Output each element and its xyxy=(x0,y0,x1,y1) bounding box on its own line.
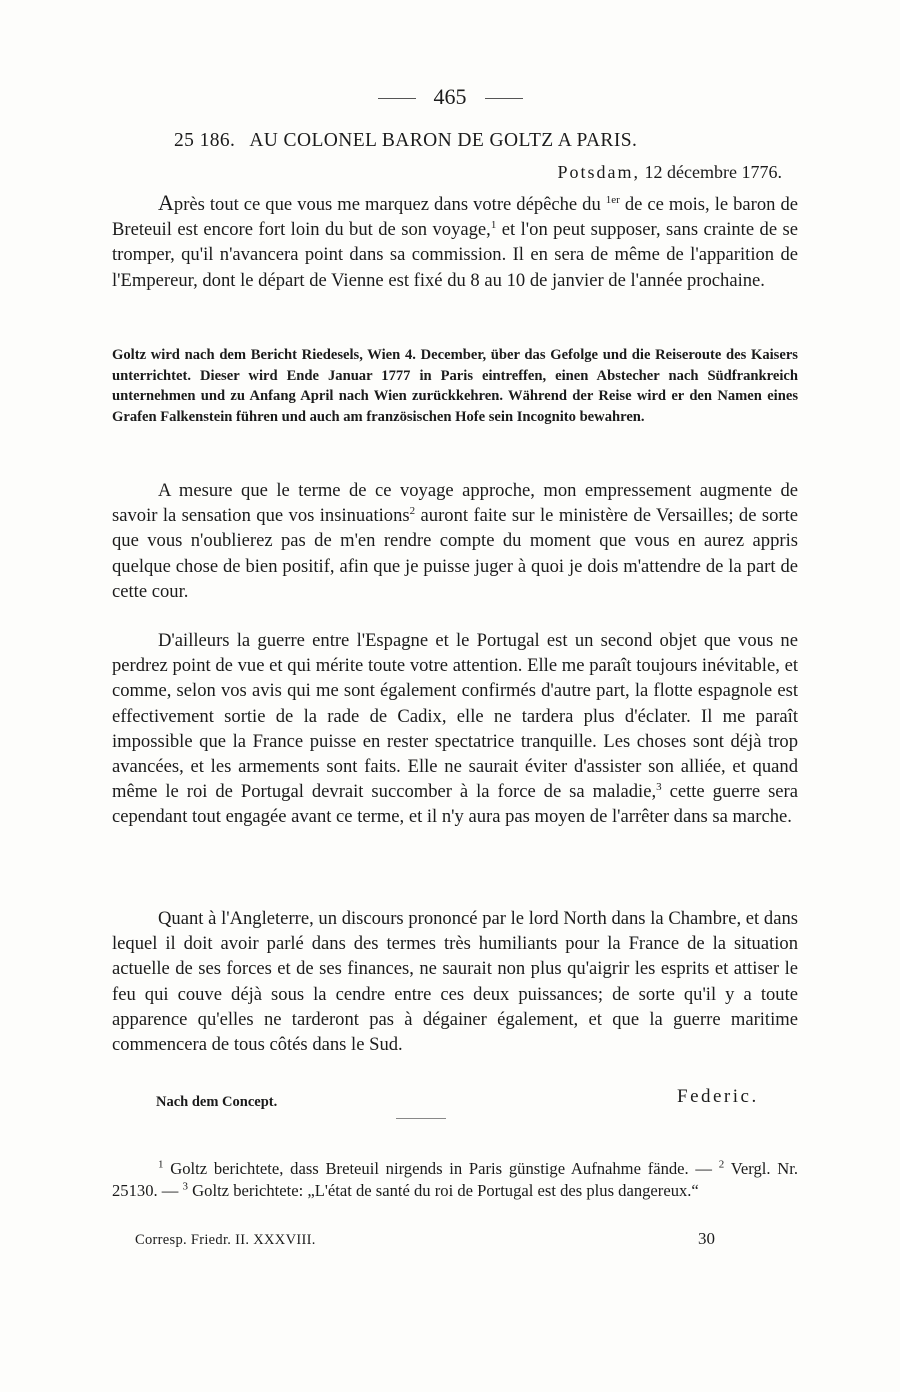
editorial-note: Goltz wird nach dem Bericht Riedesels, Wien 4. December, über das Gefolge und die Reiseroute des Kaisers unterrichtet. Dieser wird Ende Januar 1777 in Paris eintreffen, einen Abstecher nach Südfrankreich unternehmen und zu Anfang April nach Wien zurückkehren. Während der Reise wird er den Namen eines Grafen Falkenstein führen und auch am französischen Hofe sein Incognito bewahren. xyxy=(112,347,798,425)
letter-heading xyxy=(110,130,800,152)
concept-note: Nach dem Concept. xyxy=(156,1094,278,1110)
page-number: 465 xyxy=(433,84,467,109)
paragraph-4-text: Quant à l'Angleterre, un discours prononcé par le lord North dans la Chambre, et dans lequel il doit avoir parlé dans des termes très humiliants pour la France de la situation actuelle de ses forces et de ses finances, ne saurait non plus qu'aigrir les esprits et attiser le feu qui couve déjà sous la cendre entre ces deux puissances; de sorte qu'il y a toute apparence qu'elles ne tarderont pas à dégainer également, et que la guerre maritime commencera de tous côtés dans le Sud. xyxy=(112,908,798,1056)
paragraph-1-text-a: près tout ce que vous me marquez dans votre dépêche du xyxy=(173,194,606,215)
divider xyxy=(396,1118,446,1119)
page-header xyxy=(0,84,900,110)
paragraph-1-text-c: et l'on peut supposer, sans crainte de se tromper, qu'il n'avancera point dans sa commission. Il en sera de même de l'apparition de l'Empereur, dont le départ de Vienne est fixé du 8 au 10 de janvier de l'année prochaine. xyxy=(112,219,798,291)
footnote-1: Goltz berichtete, dass Breteuil nirgends in Paris günstige Aufnahme fände. — xyxy=(163,1159,719,1178)
dateline-place: Potsdam, xyxy=(557,162,641,182)
paragraph-1 xyxy=(112,190,798,293)
footnote-marker-3: 3 xyxy=(182,1180,189,1193)
drop-cap: A xyxy=(158,190,174,215)
superscript-1er: 1er xyxy=(605,193,620,206)
paragraph-3-text-a: D'ailleurs la guerre entre l'Espagne et le Portugal est un second objet que vous ne perdrez point de vue et qui mérite toute votre attention. Elle me paraît toujours inévitable, et comme, selon vos avis qui me sont également confirmés d'autre part, la flotte espagnole est effectivement sortie de la rade de Cadix, elle ne tardera plus d'éclater. Il me paraît impossible que la France puisse en rester spectatrice tranquille. Les choses sont déjà trop avancées, et les armements sont faits. Elle ne saurait éviter d'assister son alliée, et quand même le roi de Portugal devrait succomber à la force de sa maladie, xyxy=(112,630,798,803)
paragraph-2-text-b: auront faite sur le ministère de Versailles; de sorte que vous n'oublierez pas de m'en rendre compte du moment que vous en aurez appris quelque chose de bien positif, afin que je puisse juger à quoi je dois m'attendre de la part de cette cour. xyxy=(112,505,799,602)
paragraph-2-text-a: A mesure que le terme de ce voyage approche, mon empressement augmente de savoir la sensation que vos insinuations xyxy=(112,480,798,527)
footnote-marker-2: 2 xyxy=(718,1158,725,1171)
signature: Federic. xyxy=(677,1086,759,1107)
footnotes xyxy=(112,1158,798,1202)
paragraph-2 xyxy=(112,478,798,604)
paragraph-1-text-b: de ce mois, le baron de Breteuil est encore fort loin du but de son voyage, xyxy=(112,194,798,241)
paragraph-4 xyxy=(112,906,798,1057)
header-dash-left xyxy=(378,98,416,99)
footnote-ref-1: 1 xyxy=(490,219,497,232)
footer-source: Corresp. Friedr. II. XXXVIII. xyxy=(135,1232,316,1248)
letter-number: 25 186. xyxy=(174,130,236,151)
footnote-ref-2: 2 xyxy=(409,505,416,518)
dateline xyxy=(558,162,782,183)
footer-sheet-number: 30 xyxy=(698,1229,715,1248)
dateline-date: 12 décembre 1776. xyxy=(644,162,782,182)
footnote-marker-1: 1 xyxy=(158,1158,164,1171)
paragraph-3 xyxy=(112,628,798,830)
header-dash-right xyxy=(485,98,523,99)
letter-title: AU COLONEL BARON DE GOLTZ A PARIS. xyxy=(249,130,638,151)
paragraph-3-text-b: cette guerre sera cependant tout engagée avant ce terme, et il n'y aura pas moyen de l'arrêter dans sa marche. xyxy=(112,781,799,828)
footnote-2: Vergl. Nr. 25130. — xyxy=(112,1159,799,1200)
footnote-3: Goltz berichtete: „L'état de santé du roi de Portugal est des plus dangereux.“ xyxy=(188,1181,699,1200)
footnote-ref-3: 3 xyxy=(656,781,662,794)
